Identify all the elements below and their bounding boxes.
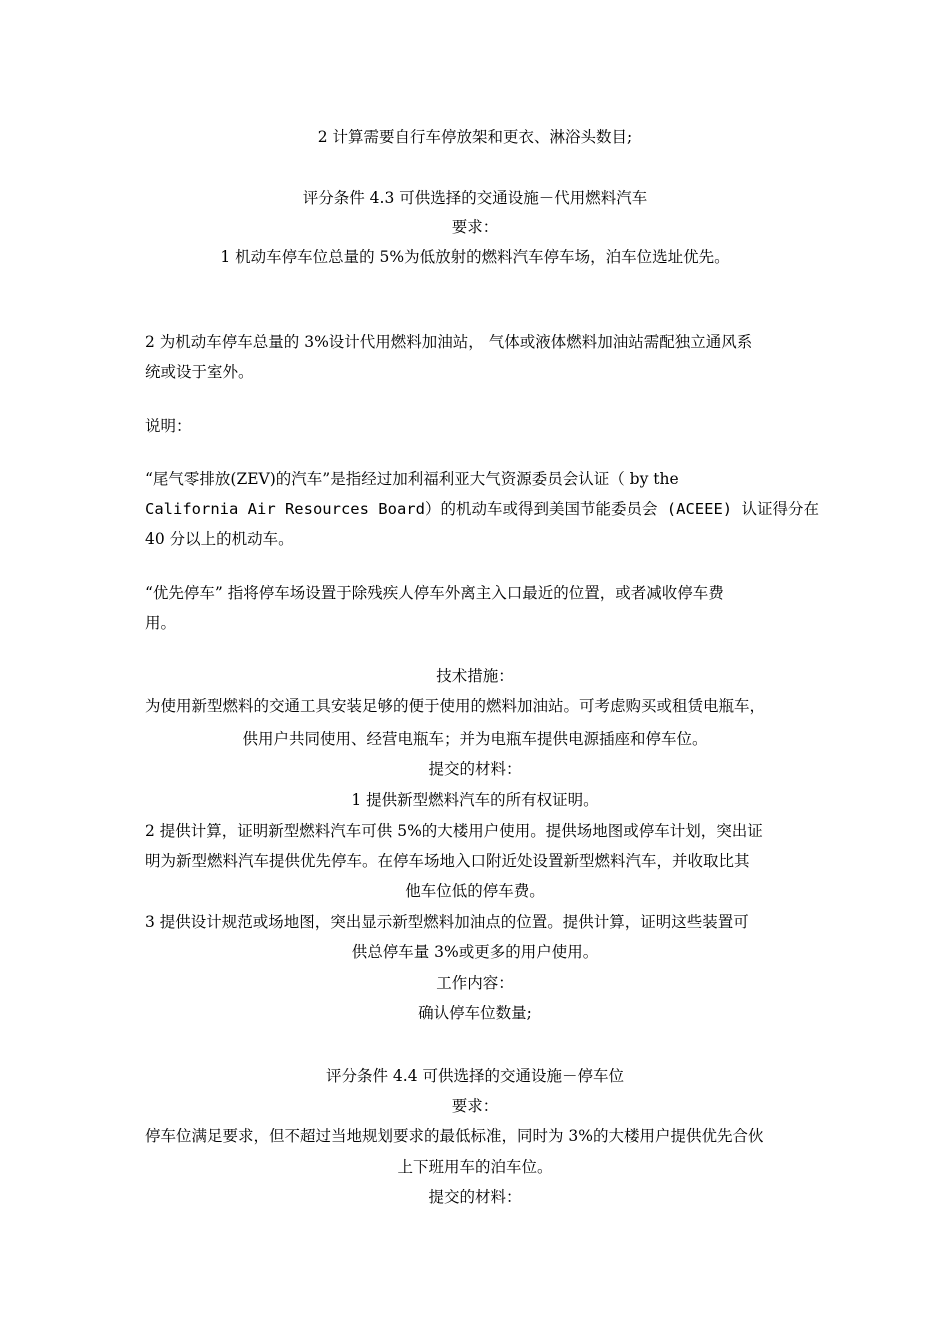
text-line: 停车位满足要求，但不超过当地规划要求的最低标准，同时为 3%的大楼用户提供优先合伙 [145, 1127, 764, 1145]
subheading: 要求： [451, 218, 499, 236]
text-line: 40 分以上的机动车。 [145, 530, 294, 548]
text-line: 3 提供设计规范或场地图，突出显示新型燃料加油点的位置。提供计算，证明这些装置可 [145, 913, 749, 931]
text-line: 供用户共同使用、经营电瓶车；并为电瓶车提供电源插座和停车位。 [242, 730, 708, 748]
text-line: 1 机动车停车位总量的 5%为低放射的燃料汽车停车场，泊车位选址优先。 [220, 248, 730, 266]
text-line: 明为新型燃料汽车提供优先停车。在停车场地入口附近处设置新型燃料汽车，并收取比其 [145, 852, 750, 870]
text-line: California Air Resources Board）的机动车或得到美国节能委员会 (ACEEE) 认证得分在 [145, 500, 819, 518]
subheading: 工作内容： [436, 974, 514, 992]
text-line: 确认停车位数量; [418, 1004, 532, 1022]
text-line: 为使用新型燃料的交通工具安装足够的便于使用的燃料加油站。可考虑购买或租赁电瓶车， [145, 697, 766, 715]
section-heading: 评分条件 4.4 可供选择的交通设施－停车位 [325, 1067, 624, 1085]
text-line: 统或设于室外。 [145, 363, 254, 381]
text-line: 用。 [145, 614, 177, 632]
text-line: “尾气零排放(ZEV)的汽车”是指经过加利福利亚大气资源委员会认证（ by the [145, 470, 679, 488]
text-line: 1 提供新型燃料汽车的所有权证明。 [351, 791, 599, 809]
section-heading: 评分条件 4.3 可供选择的交通设施－代用燃料汽车 [302, 189, 648, 207]
subheading: 技术措施： [436, 667, 514, 685]
text-line: 上下班用车的泊车位。 [397, 1158, 553, 1176]
subheading: 要求： [451, 1097, 499, 1115]
subheading: 提交的材料： [428, 760, 522, 778]
text-line: 供总停车量 3%或更多的用户使用。 [351, 943, 599, 961]
subheading: 提交的材料： [428, 1188, 522, 1206]
text-line: 他车位低的停车费。 [405, 882, 545, 900]
text-line: “优先停车” 指将停车场设置于除残疾人停车外离主入口最近的位置，或者减收停车费 [145, 584, 724, 602]
text-line: 2 提供计算，证明新型燃料汽车可供 5%的大楼用户使用。提供场地图或停车计划，突出证 [145, 822, 763, 840]
text-line: 2 为机动车停车总量的 3%设计代用燃料加油站， 气体或液体燃料加油站需配独立通风系 [145, 333, 753, 351]
subheading: 说明： [145, 417, 192, 435]
text-line: 2 计算需要自行车停放架和更衣、淋浴头数目; [317, 128, 633, 146]
